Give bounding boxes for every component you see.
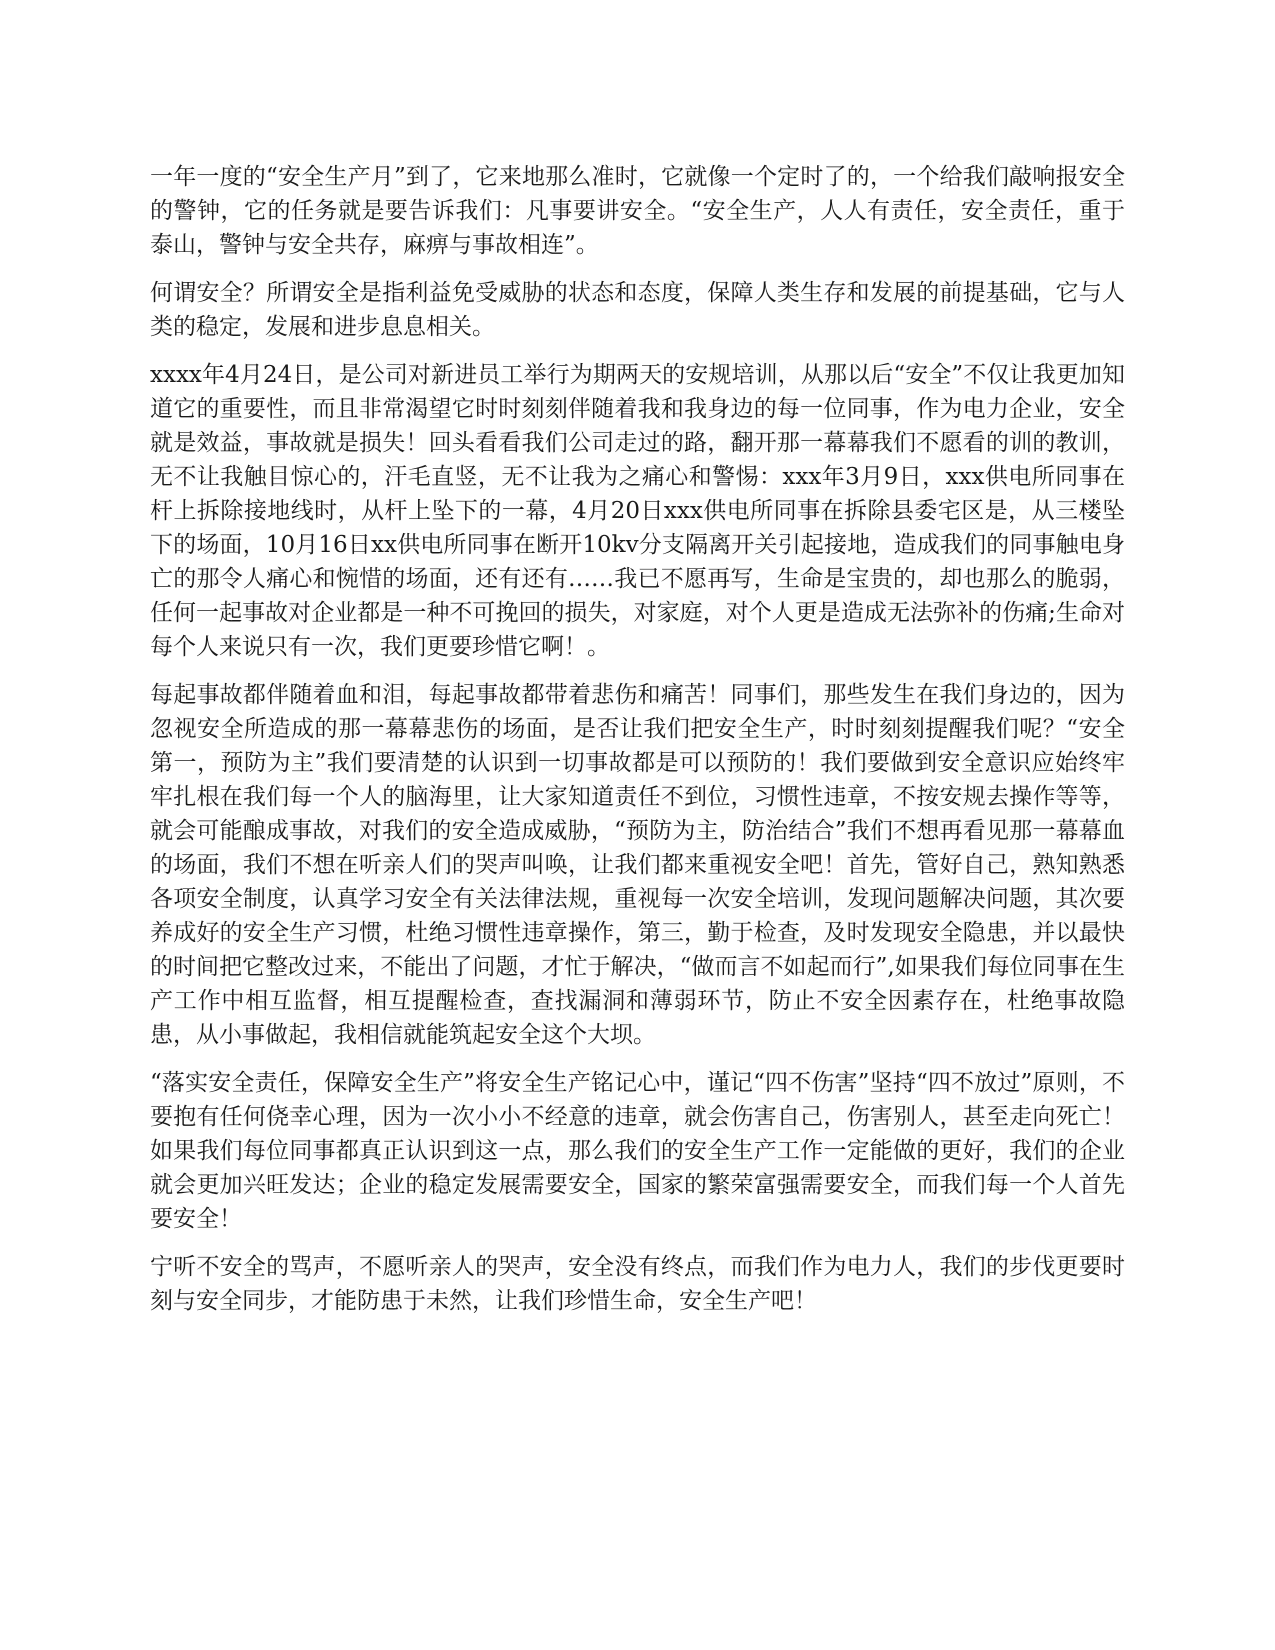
paragraph-1: 一年一度的“安全生产月”到了，它来地那么准时，它就像一个定时了的，一个给我们敲响报安全的警钟，它的任务就是要告诉我们：凡事要讲安全。“安全生产，人人有责任，安全责任，重于泰山，警钟与安全共存，麻痹与事故相连”。 <box>150 164 1125 258</box>
paragraph-4: 每起事故都伴随着血和泪，每起事故都带着悲伤和痛苦！同事们，那些发生在我们身边的，因为忽视安全所造成的那一幕幕悲伤的场面，是否让我们把安全生产，时时刻刻提醒我们呢？“安全第一，预防为主”我们要清楚的认识到一切事故都是可以预防的！我们要做到安全意识应始终牢牢扎根在我们每一个人的脑海里，让大家知道责任不到位，习惯性违章，不按安规去操作等等，就会可能酿成事故，对我们的安全造成威胁，“预防为主，防治结合”我们不想再看见那一幕幕血的场面，我们不想在听亲人们的哭声叫唤，让我们都来重视安全吧！首先，管好自己，熟知熟悉各项安全制度，认真学习安全有关法律法规，重视每一次安全培训，发现问题解决问题，其次要养成好的安全生产习惯，杜绝习惯性违章操作，第三，勤于检查，及时发现安全隐患，并以最快的时间把它整改过来，不能出了问题，才忙于解决，“做而言不如起而行”,如果我们每位同事在生产工作中相互监督，相互提醒检查，查找漏洞和薄弱环节，防止不安全因素存在，杜绝事故隐患，从小事做起，我相信就能筑起安全这个大坝。 <box>150 682 1125 1048</box>
paragraph-2: 何谓安全？所谓安全是指利益免受威胁的状态和态度，保障人类生存和发展的前提基础，它与人类的稳定，发展和进步息息相关。 <box>150 280 1125 340</box>
paragraph-6: 宁听不安全的骂声，不愿听亲人的哭声，安全没有终点，而我们作为电力人，我们的步伐更要时刻与安全同步，才能防患于未然，让我们珍惜生命，安全生产吧！ <box>150 1254 1125 1314</box>
document-body <box>150 160 1125 1332</box>
paragraph-3: xxxx年4月24日，是公司对新进员工举行为期两天的安规培训，从那以后“安全”不仅让我更加知道它的重要性，而且非常渴望它时时刻刻伴随着我和我身边的每一位同事，作为电力企业，安全就是效益，事故就是损失！回头看看我们公司走过的路，翻开那一幕幕我们不愿看的训的教训，无不让我触目惊心的，汗毛直竖，无不让我为之痛心和警惕：xxx年3月9日，xxx供电所同事在杆上拆除接地线时，从杆上坠下的一幕，4月20日xxx供电所同事在拆除县委宅区是，从三楼坠下的场面，10月16日xx供电所同事在断开10kv分支隔离开关引起接地，造成我们的同事触电身亡的那令人痛心和惋惜的场面，还有还有……我已不愿再写，生命是宝贵的，却也那么的脆弱，任何一起事故对企业都是一种不可挽回的损失，对家庭，对个人更是造成无法弥补的伤痛;生命对每个人来说只有一次，我们更要珍惜它啊！。 <box>150 362 1125 660</box>
paragraph-5: “落实安全责任，保障安全生产”将安全生产铭记心中，谨记“四不伤害”坚持“四不放过”原则，不要抱有任何侥幸心理，因为一次小小不经意的违章，就会伤害自己，伤害别人，甚至走向死亡！如果我们每位同事都真正认识到这一点，那么我们的安全生产工作一定能做的更好，我们的企业就会更加兴旺发达；企业的稳定发展需要安全，国家的繁荣富强需要安全，而我们每一个人首先要安全！ <box>150 1070 1125 1232</box>
